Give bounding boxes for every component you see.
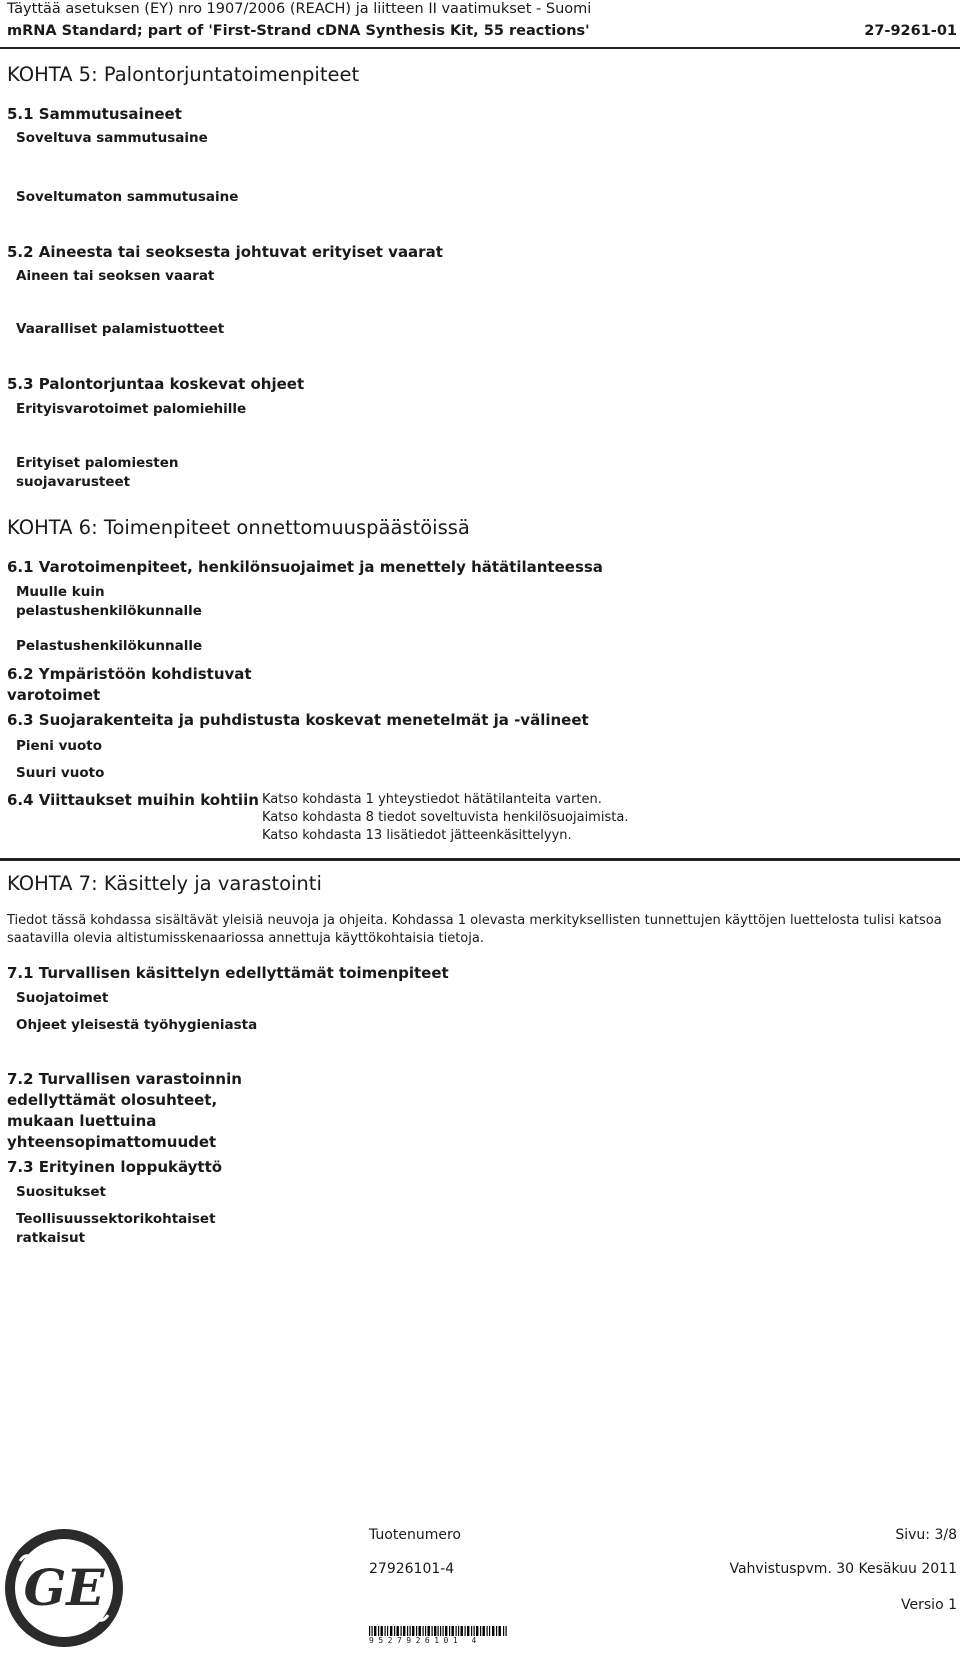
subsection-7-3: 7.3 Erityinen loppukäyttö <box>7 1158 223 1176</box>
reference-line: Katso kohdasta 1 yhteystiedot hätätilanteita varten. <box>262 792 602 807</box>
subsection-5-3: 5.3 Palontorjuntaa koskevat ohjeet <box>7 375 305 393</box>
section-divider <box>0 858 960 861</box>
label-firefighter-equipment-1: Erityiset palomiesten <box>16 455 179 471</box>
product-number: 27926101-4 <box>369 1561 455 1577</box>
label-non-emergency-2: pelastushenkilökunnalle <box>16 603 202 619</box>
label-industry-solutions-2: ratkaisut <box>16 1230 86 1246</box>
product-number-label: Tuotenumero <box>369 1527 461 1543</box>
label-non-emergency-1: Muulle kuin <box>16 584 105 600</box>
subsection-5-1: 5.1 Sammutusaineet <box>7 105 182 123</box>
subsection-7-2-line1: 7.2 Turvallisen varastoinnin <box>7 1070 242 1088</box>
reference-line: Katso kohdasta 13 lisätiedot jätteenkäsittelyyn. <box>262 828 572 843</box>
page-number: Sivu: 3/8 <box>895 1527 957 1543</box>
label-firefighter-equipment-2: suojavarusteet <box>16 474 131 490</box>
revision-date: Vahvistuspvm. 30 Kesäkuu 2011 <box>729 1561 957 1577</box>
svg-text:GE: GE <box>23 1558 105 1617</box>
section-6-title: KOHTA 6: Toimenpiteet onnettomuuspäästöissä <box>7 516 470 539</box>
reference-line: Katso kohdasta 8 tiedot soveltuvista henkilösuojaimista. <box>262 810 629 825</box>
subsection-7-2-line4: yhteensopimattomuudet <box>7 1133 217 1151</box>
section-7-title: KOHTA 7: Käsittely ja varastointi <box>7 872 322 895</box>
subsection-6-1: 6.1 Varotoimenpiteet, henkilönsuojaimet ja menettely hätätilanteessa <box>7 558 603 576</box>
subsection-7-1: 7.1 Turvallisen käsittelyn edellyttämät toimenpiteet <box>7 964 449 982</box>
label-emergency-responders: Pelastushenkilökunnalle <box>16 638 203 654</box>
regulation-header: Täyttää asetuksen (EY) nro 1907/2006 (REACH) ja liitteen II vaatimukset - Suomi <box>7 1 592 17</box>
label-large-spill: Suuri vuoto <box>16 765 105 781</box>
label-substance-hazards: Aineen tai seoksen vaarat <box>16 268 215 284</box>
subsection-5-2: 5.2 Aineesta tai seoksesta johtuvat erityiset vaarat <box>7 243 443 261</box>
subsection-7-2-line3: mukaan luettuina <box>7 1112 157 1130</box>
label-combustion-products: Vaaralliset palamistuotteet <box>16 321 225 337</box>
label-unsuitable-extinguisher: Soveltumaton sammutusaine <box>16 189 239 205</box>
label-firefighter-precautions: Erityisvarotoimet palomiehille <box>16 401 247 417</box>
subsection-6-4: 6.4 Viittaukset muihin kohtiin <box>7 791 259 809</box>
subsection-6-2-line2: varotoimet <box>7 686 101 704</box>
subsection-7-2-line2: edellyttämät olosuhteet, <box>7 1091 218 1109</box>
label-suitable-extinguisher: Soveltuva sammutusaine <box>16 130 208 146</box>
section-7-intro: Tiedot tässä kohdassa sisältävät yleisiä neuvoja ja ohjeita. Kohdassa 1 olevasta merkityksellisten tunnettujen käyttöjen luettelosta tulisi katsoa saatavilla olevia altistumisskenaariossa annettuja käyttökohtaisia tietoja. <box>7 913 942 946</box>
label-industry-solutions-1: Teollisuussektorikohtaiset <box>16 1211 216 1227</box>
subsection-6-3: 6.3 Suojarakenteita ja puhdistusta koskevat menetelmät ja -välineet <box>7 711 589 729</box>
label-recommendations: Suositukset <box>16 1184 106 1200</box>
section-5-title: KOHTA 5: Palontorjuntatoimenpiteet <box>7 63 360 86</box>
product-code: 27-9261-01 <box>864 23 957 39</box>
label-hygiene-advice: Ohjeet yleisestä työhygieniasta <box>16 1017 258 1033</box>
label-protective-measures: Suojatoimet <box>16 990 109 1006</box>
barcode-number: 9527926101 4 <box>369 1636 509 1646</box>
version: Versio 1 <box>901 1597 957 1613</box>
subsection-6-2-line1: 6.2 Ympäristöön kohdistuvat <box>7 665 252 683</box>
ge-logo <box>3 1527 125 1649</box>
header-divider <box>0 47 960 49</box>
label-small-spill: Pieni vuoto <box>16 738 103 754</box>
product-name: mRNA Standard; part of 'First-Strand cDNA Synthesis Kit, 55 reactions' <box>7 23 590 39</box>
